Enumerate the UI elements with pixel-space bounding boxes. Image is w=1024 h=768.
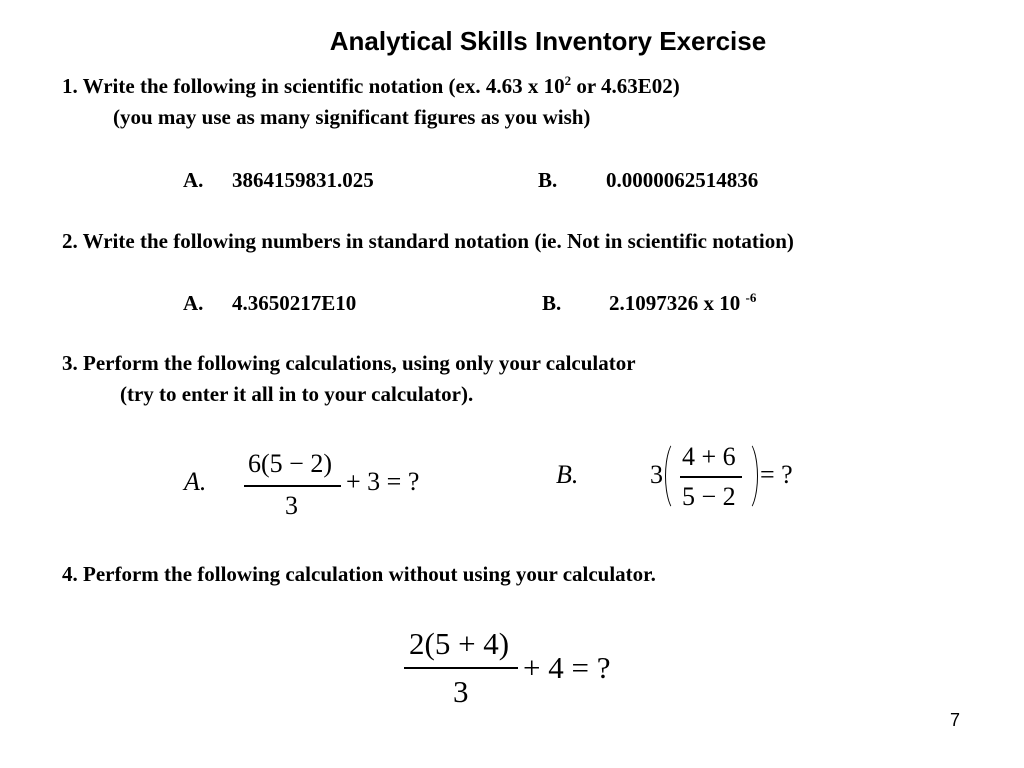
question-1-exponent: 2 xyxy=(564,73,572,88)
question-3a-fraction-bar xyxy=(244,485,341,487)
right-paren-icon xyxy=(734,440,758,512)
question-4-numerator: 2(5 + 4) xyxy=(409,626,510,661)
question-3b-tail: = ? xyxy=(760,460,793,489)
question-2-prompt: 2. Write the following numbers in standard notation (ie. Not in scientific notation) xyxy=(62,229,794,253)
question-3b-fraction-bar xyxy=(680,476,742,478)
question-1-note: (you may use as many significant figures as you wish) xyxy=(113,105,591,129)
question-3b-label: B. xyxy=(556,460,579,489)
question-3-note: (try to enter it all in to your calculator). xyxy=(120,382,474,406)
question-1a-value: 3864159831.025 xyxy=(232,168,374,192)
question-3b-denominator: 5 − 2 xyxy=(682,482,736,511)
question-2a-label: A. xyxy=(183,291,204,315)
question-1b-value: 0.0000062514836 xyxy=(606,168,759,192)
question-2a-value: 4.3650217E10 xyxy=(232,291,357,315)
question-3a-tail: + 3 = ? xyxy=(346,467,420,496)
question-2b-mantissa: 2.1097326 x 10 xyxy=(609,291,746,315)
question-1-text-end: or 4.63E02) xyxy=(571,74,680,98)
question-4-prompt: 4. Perform the following calculation without using your calculator. xyxy=(62,562,656,586)
question-3b-numerator: 4 + 6 xyxy=(682,442,736,471)
question-2b-value xyxy=(609,291,756,316)
question-4-tail: + 4 = ? xyxy=(523,650,611,685)
question-4-denominator: 3 xyxy=(453,674,469,709)
question-1-prompt xyxy=(62,74,680,99)
question-3a-numerator: 6(5 − 2) xyxy=(248,449,332,478)
question-1-text: 1. Write the following in scientific notation (ex. 4.63 x 10 xyxy=(62,74,565,98)
question-3-prompt: 3. Perform the following calculations, using only your calculator xyxy=(62,351,636,375)
page-title: Analytical Skills Inventory Exercise xyxy=(329,26,767,56)
question-3a-denominator: 3 xyxy=(285,491,298,520)
question-2b-exponent: -6 xyxy=(745,290,757,305)
question-1b-label: B. xyxy=(538,168,558,192)
page-number: 7 xyxy=(950,710,961,730)
question-2b-label: B. xyxy=(542,291,562,315)
question-1a-label: A. xyxy=(183,168,204,192)
question-3a-label: A. xyxy=(184,467,207,496)
question-3b-coefficient: 3 xyxy=(650,460,663,489)
question-4-fraction-bar xyxy=(404,667,518,669)
